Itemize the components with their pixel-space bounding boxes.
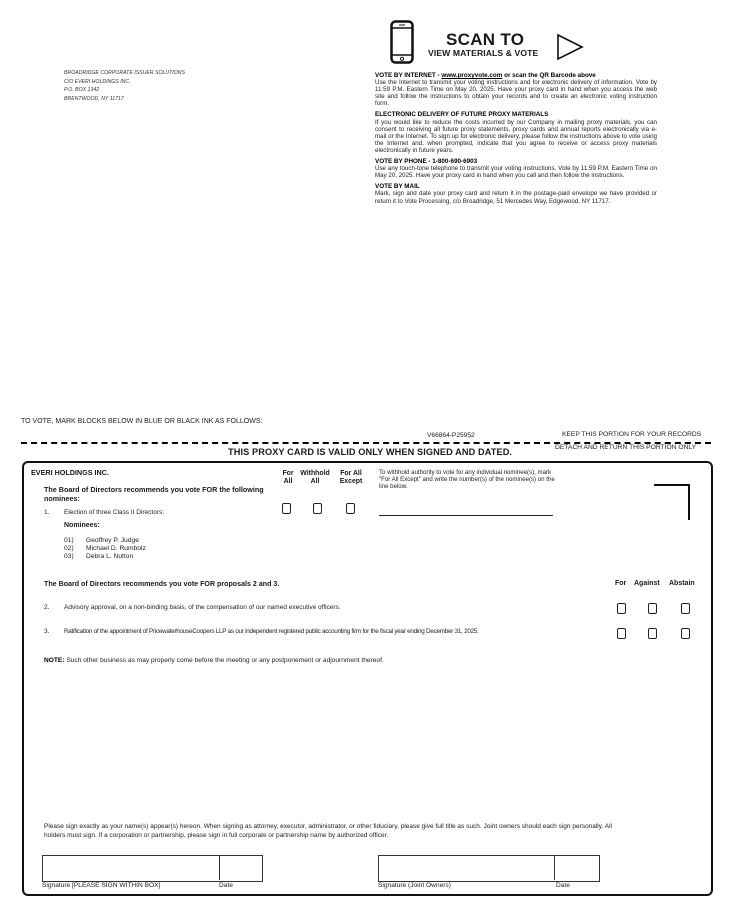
corner-mark: [654, 484, 690, 520]
phone-icon: [390, 20, 414, 64]
address-line: BROADRIDGE CORPORATE ISSUER SOLUTIONS: [64, 70, 185, 76]
col-for-all-except: [334, 470, 368, 486]
checkbox-p2-abstain[interactable]: [681, 603, 690, 614]
checkbox-p3-against[interactable]: [648, 628, 657, 639]
joint-signature-box[interactable]: [378, 855, 600, 882]
nominee-number: 01): [64, 537, 74, 544]
nominees-list: [64, 537, 146, 562]
nominee-name: Michael D. Rumbolz: [86, 545, 146, 553]
signature-label: Signature [PLEASE SIGN WITHIN BOX]: [42, 882, 161, 889]
note: [44, 657, 384, 664]
keep-portion-label: KEEP THIS PORTION FOR YOUR RECORDS: [562, 431, 702, 438]
nominee-name: Geoffrey P. Judge: [86, 537, 139, 544]
edelivery-heading: ELECTRONIC DELIVERY OF FUTURE PROXY MATERIALS: [375, 111, 549, 119]
address-line: C/O EVERI HOLDINGS INC.: [64, 78, 131, 85]
proposal-3-text: Ratification of the appointment of PricewaterhouseCoopers LLP as our independent registered public accounting firm for the fiscal year ending December 31, 2025.: [64, 628, 479, 635]
nominee-number: 02): [64, 545, 74, 553]
nominee-name: Debra L. Nutton: [86, 553, 134, 561]
mail-text: Mark, sign and date your proxy card and return it in the postage-paid envelope we have provided or return it to Vote Processing, c/o Broadridge, 51 Mercedes Way, Edgewood, NY 11717.: [375, 190, 657, 205]
checkbox-p2-for[interactable]: [617, 603, 626, 614]
note-label: NOTE:: [44, 657, 65, 664]
date-label: Date: [219, 882, 233, 889]
note-text: Such other business as may properly come before the meeting or any postponement or adjournment thereof.: [64, 657, 384, 664]
play-arrow-icon: [556, 33, 584, 61]
col-label: Withhold: [300, 470, 330, 477]
col-label: All: [283, 478, 293, 485]
withhold-instructions: To withhold authority to vote for any individual nominee(s), mark "For All Except" and write the number(s) of the nominee(s) on the line below.: [379, 469, 555, 491]
proxyvote-link[interactable]: www.proxyvote.com: [441, 72, 503, 79]
checkbox-for-all-except[interactable]: [346, 503, 355, 514]
nominees-heading: Nominees:: [64, 522, 100, 529]
col-withhold-all: [296, 470, 334, 486]
mark-note: TO VOTE, MARK BLOCKS BELOW IN BLUE OR BLACK INK AS FOLLOWS:: [21, 418, 263, 425]
nominee: [64, 537, 146, 545]
checkbox-p3-for[interactable]: [617, 628, 626, 639]
col-for: For: [615, 580, 627, 587]
col-label: For: [282, 470, 294, 477]
nominee: [64, 553, 146, 561]
col-label: For All: [340, 470, 362, 477]
proposal-1-number: 1.: [44, 509, 50, 516]
except-write-in-line[interactable]: [379, 515, 553, 516]
valid-notice: THIS PROXY CARD IS VALID ONLY WHEN SIGNED AND DATED.: [228, 447, 513, 457]
proposal-2-text: Advisory approval, on a non-binding basis, of the compensation of our named executive officers.: [64, 604, 341, 611]
internet-text: Use the Internet to transmit your voting instructions and for electronic delivery of information. Vote by 11:59 P.M. Eastern Time on May 20, 2025. Have your proxy card in hand when you access the web site and follow the instructions to obtain your records and to create an electronic voting instruction form.: [375, 79, 657, 108]
proposal-3-number: 3.: [44, 628, 50, 635]
address-line: BRENTWOOD, NY 11717: [64, 96, 124, 103]
internet-heading: [375, 72, 657, 79]
checkbox-p2-against[interactable]: [648, 603, 657, 614]
detach-portion-label: DETACH AND RETURN THIS PORTION ONLY: [555, 444, 697, 451]
voting-instructions: [375, 72, 657, 209]
mailing-address: [64, 69, 185, 104]
address-line: P.O. BOX 1342: [64, 87, 100, 94]
col-label: All: [310, 478, 320, 485]
board-recommendation-1: The Board of Directors recommends you vote FOR the following nominees:: [44, 485, 264, 503]
proposal-2-number: 2.: [44, 604, 50, 611]
control-number: V66864-P25952: [427, 432, 475, 439]
checkbox-p3-abstain[interactable]: [681, 628, 690, 639]
internet-heading-suffix: or scan the QR Barcode above: [502, 72, 596, 79]
nominee: [64, 545, 146, 553]
joint-date-label: Date: [556, 882, 570, 889]
joint-date-divider: [554, 855, 555, 880]
col-against: Against: [634, 580, 660, 587]
col-label: Except: [339, 478, 363, 485]
nominee-number: 03): [64, 553, 74, 561]
internet-heading-prefix: VOTE BY INTERNET -: [375, 72, 442, 79]
mail-heading: VOTE BY MAIL: [375, 183, 420, 191]
proposal-1-text: Election of three Class II Directors:: [64, 509, 165, 516]
checkbox-withhold-all[interactable]: [313, 503, 322, 514]
phone-text: Use any touch-tone telephone to transmit your voting instructions. Vote by 11:59 P.M. Eastern Time on May 20, 2025. Have your proxy card in hand when you call and then follow the instructions.: [375, 165, 657, 180]
col-for-all: [280, 470, 296, 486]
edelivery-text: If you would like to reduce the costs incurred by our Company in mailing proxy materials, you can consent to receiving all future proxy statements, proxy cards and annual reports electronically via e-mail or the Internet. To sign up for electronic delivery, please follow the instructions above to vote using the Internet and, when prompted, indicate that you agree to receive or access proxy materials electronically in future years.: [375, 118, 657, 154]
board-recommendation-2: The Board of Directors recommends you vote FOR proposals 2 and 3.: [44, 580, 280, 588]
signature-date-divider: [219, 855, 220, 880]
col-abstain: Abstain: [669, 580, 695, 587]
signature-box[interactable]: [42, 855, 263, 882]
company-name: EVERI HOLDINGS INC.: [31, 468, 109, 477]
joint-signature-label: Signature (Joint Owners): [378, 882, 451, 889]
checkbox-for-all[interactable]: [282, 503, 291, 514]
signing-instructions: Please sign exactly as your name(s) appear(s) hereon. When signing as attorney, executor, administrator, or other fiduciary, please give full title as such. Joint owners should each sign personally. All holders must sign. If a corporation or partnership, please sign in full corporate or partnership name by authorized officer.: [44, 823, 612, 839]
phone-heading: VOTE BY PHONE - 1-800-690-6903: [375, 158, 478, 166]
scan-title: SCAN TO: [446, 30, 525, 49]
scan-subtitle: VIEW MATERIALS & VOTE: [428, 48, 539, 58]
